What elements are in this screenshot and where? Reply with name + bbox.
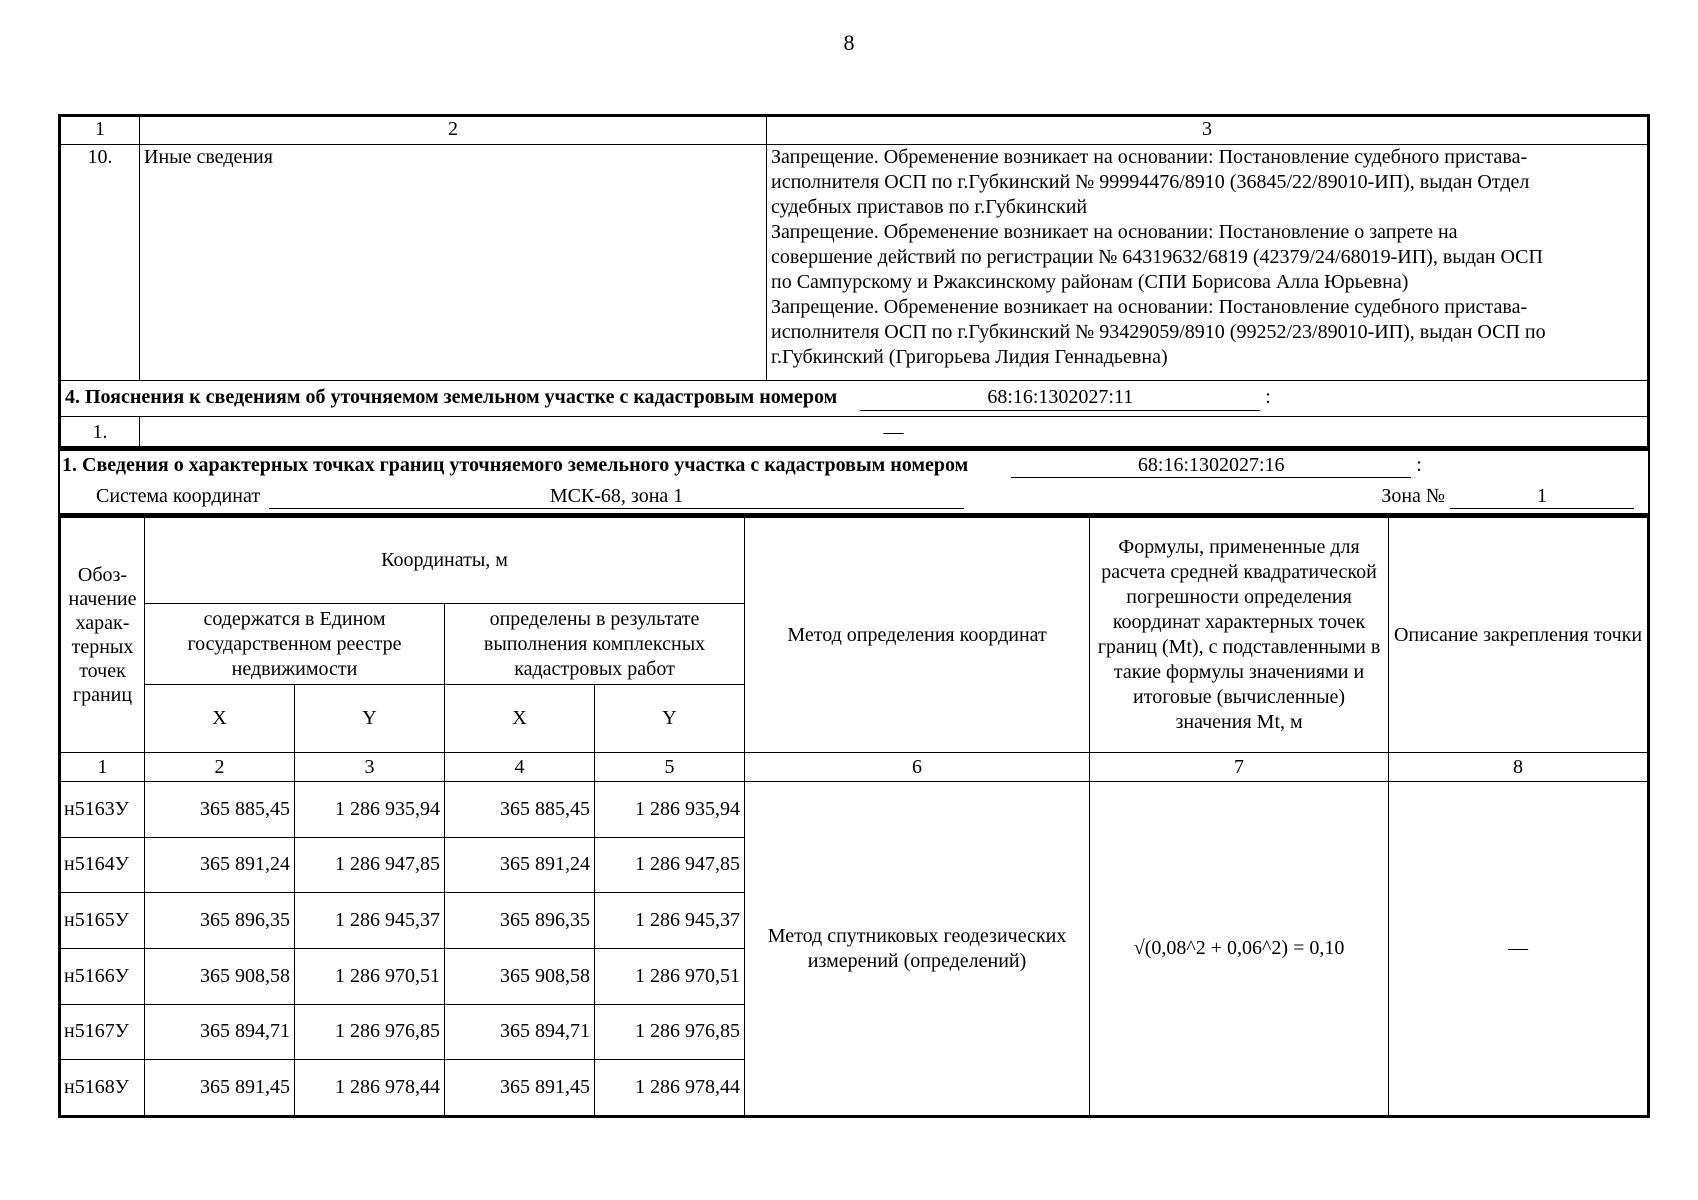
column-number: 7 <box>1090 753 1389 782</box>
cadastral-works-coordinates-header: определены в результате выполнения комплексных кадастровых работ <box>445 604 745 685</box>
y-determined: 1 286 978,44 <box>595 1060 745 1116</box>
x-registry: 365 894,71 <box>145 1004 295 1060</box>
x-registry: 365 896,35 <box>145 893 295 949</box>
encumbrance-line: Запрещение. Обременение возникает на основании: Постановление о запрете на <box>771 221 1458 243</box>
encumbrance-line: Запрещение. Обременение возникает на основании: Постановление судебного пристава- <box>771 296 1528 318</box>
coordinates-header: Координаты, м <box>145 518 745 604</box>
coordinate-system-value: МСК-68, зона 1 <box>269 485 964 509</box>
column-number-row <box>61 753 1648 782</box>
section4-title-row <box>61 381 1648 417</box>
section4-title: 4. Пояснения к сведениям об уточняемом земельном участке с кадастровым номером <box>65 386 838 408</box>
zone-value: 1 <box>1450 485 1634 509</box>
y-registry: 1 286 978,44 <box>295 1060 445 1116</box>
section4-row-number: 1. <box>61 417 140 449</box>
row-label: Иные сведения <box>140 145 767 381</box>
point-name: н5165У <box>61 893 145 949</box>
header-cell: 2 <box>140 117 767 145</box>
x-registry: 365 891,24 <box>145 837 295 893</box>
y-determined: 1 286 976,85 <box>595 1004 745 1060</box>
x-determined: 365 908,58 <box>445 948 595 1004</box>
zone-label: Зона № <box>1381 485 1445 507</box>
y-registry: 1 286 935,94 <box>295 782 445 838</box>
formula-value: √(0,08^2 + 0,06^2) = 0,10 <box>1090 782 1389 1116</box>
encumbrance-line: совершение действий по регистрации № 64319632/6819 (42379/24/68019-ИП), выдан ОСП <box>771 246 1543 268</box>
column-number: 3 <box>295 753 445 782</box>
row-number: 10. <box>61 145 140 381</box>
header-cell: 1 <box>61 117 140 145</box>
row-other-info <box>61 145 1648 381</box>
x-header: X <box>145 685 295 753</box>
encumbrance-line: исполнителя ОСП по г.Губкинский № 93429059/8910 (99252/23/89010-ИП), выдан ОСП по <box>771 321 1546 343</box>
column-number: 6 <box>745 753 1090 782</box>
section4-colon: : <box>1265 386 1271 408</box>
section1-title: 1. Сведения о характерных точках границ уточняемого земельного участка с кадастровым номером <box>62 454 969 476</box>
y-registry: 1 286 970,51 <box>295 948 445 1004</box>
encumbrance-line: судебных приставов по г.Губкинский <box>771 196 1088 218</box>
point-name: н5163У <box>61 782 145 838</box>
designation-header: Обоз- начение харак- терных точек границ <box>61 518 145 753</box>
y-header: Y <box>595 685 745 753</box>
section4-row-value: — <box>140 417 1648 449</box>
y-determined: 1 286 947,85 <box>595 837 745 893</box>
coordinate-system-label: Система координат <box>96 485 261 507</box>
table-row <box>61 782 1648 838</box>
info-table <box>58 114 1650 451</box>
y-registry: 1 286 976,85 <box>295 1004 445 1060</box>
page-number: 8 <box>843 30 855 55</box>
column-number: 5 <box>595 753 745 782</box>
y-determined: 1 286 970,51 <box>595 948 745 1004</box>
header-cell: 3 <box>767 117 1648 145</box>
x-registry: 365 885,45 <box>145 782 295 838</box>
x-determined: 365 891,24 <box>445 837 595 893</box>
y-determined: 1 286 945,37 <box>595 893 745 949</box>
x-determined: 365 894,71 <box>445 1004 595 1060</box>
column-number: 4 <box>445 753 595 782</box>
point-name: н5168У <box>61 1060 145 1116</box>
registry-coordinates-header: содержатся в Едином государственном реестре недвижимости <box>145 604 445 685</box>
x-determined: 365 896,35 <box>445 893 595 949</box>
column-number: 2 <box>145 753 295 782</box>
encumbrance-line: по Сампурскому и Ржаксинскому районам (СПИ Борисова Алла Юрьевна) <box>771 271 1409 293</box>
y-determined: 1 286 935,94 <box>595 782 745 838</box>
x-registry: 365 891,45 <box>145 1060 295 1116</box>
point-name: н5164У <box>61 837 145 893</box>
header-row <box>61 117 1648 145</box>
point-name: н5166У <box>61 948 145 1004</box>
point-name: н5167У <box>61 1004 145 1060</box>
x-header: X <box>445 685 595 753</box>
encumbrance-line: г.Губкинский (Григорьева Лидия Геннадьевна) <box>771 346 1168 368</box>
section1-colon: : <box>1416 454 1422 476</box>
encumbrance-line: исполнителя ОСП по г.Губкинский № 99994476/8910 (36845/22/89010-ИП), выдан Отдел <box>771 171 1530 193</box>
y-registry: 1 286 945,37 <box>295 893 445 949</box>
x-registry: 365 908,58 <box>145 948 295 1004</box>
encumbrance-line: Запрещение. Обременение возникает на основании: Постановление судебного пристава- <box>771 146 1528 168</box>
method-value: Метод спутниковых геодезических измерений (определений) <box>745 782 1090 1116</box>
column-number: 1 <box>61 753 145 782</box>
section1-cadastral-number: 68:16:1302027:16 <box>1011 454 1411 478</box>
description-header: Описание закрепления точки <box>1389 518 1648 753</box>
method-header: Метод определения координат <box>745 518 1090 753</box>
formula-header: Формулы, примененные для расчета средней квадратической погрешности определения координат характерных точек границ (Mt), с подставленными в такие формулы значениями и итоговые (вычисленные) значения Mt, м <box>1090 518 1389 753</box>
description-value: — <box>1389 782 1648 1116</box>
points-table <box>58 515 1650 1118</box>
column-number: 8 <box>1389 753 1648 782</box>
section4-row <box>61 417 1648 449</box>
y-header: Y <box>295 685 445 753</box>
encumbrance-text <box>767 145 1648 381</box>
x-determined: 365 891,45 <box>445 1060 595 1116</box>
section4-cadastral-number: 68:16:1302027:11 <box>860 385 1260 411</box>
x-determined: 365 885,45 <box>445 782 595 838</box>
section1-header <box>58 446 1650 515</box>
y-registry: 1 286 947,85 <box>295 837 445 893</box>
